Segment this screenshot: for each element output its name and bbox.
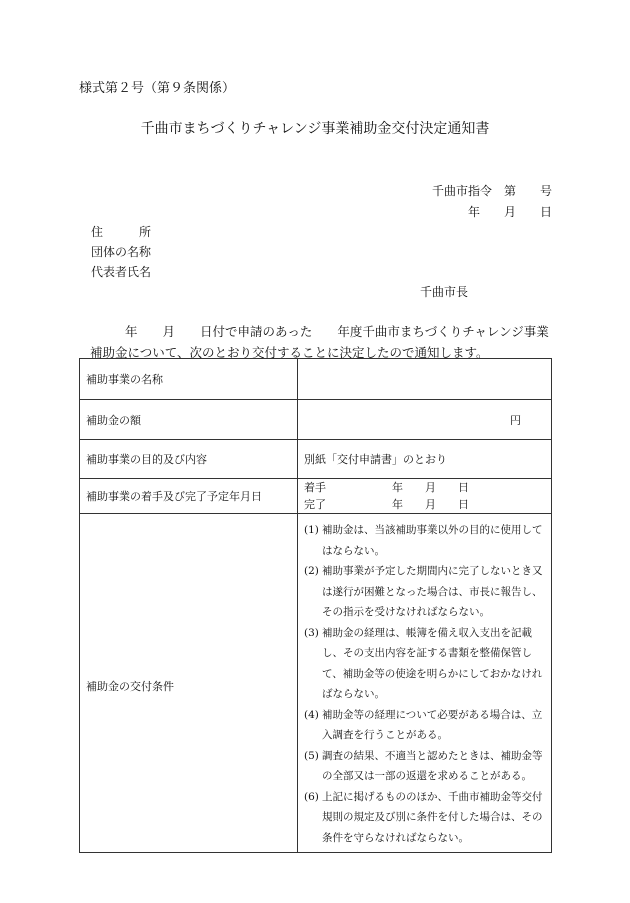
condition-text: 補助金は、当該補助事業以外の目的に使用してはならない。 — [322, 524, 543, 557]
notice-body-line-2: 補助金について、次のとおり交付することに決定したので通知します。 — [90, 345, 489, 360]
subsidy-amount-unit: 円 — [298, 400, 552, 440]
table-row — [80, 359, 552, 400]
condition-item — [304, 623, 543, 705]
notice-body-line-1: 年 月 日付で申請のあった 年度千曲市まちづくりチャレンジ事業 — [125, 324, 549, 339]
mayor-signature: 千曲市長 — [420, 285, 469, 299]
period-value — [298, 479, 552, 514]
subsidy-details-table — [79, 358, 552, 853]
condition-item — [304, 561, 543, 623]
conditions-label: 補助金の交付条件 — [80, 514, 298, 853]
subsidy-amount-label: 補助金の額 — [80, 400, 298, 440]
condition-item — [304, 520, 543, 561]
document-title: 千曲市まちづくりチャレンジ事業補助金交付決定通知書 — [140, 121, 490, 137]
condition-item — [304, 705, 543, 746]
period-label: 補助事業の着手及び完了予定年月日 — [80, 479, 298, 514]
condition-number: (1) — [304, 524, 319, 536]
table-row — [80, 514, 552, 853]
issue-date: 年 月 日 — [467, 205, 552, 219]
condition-number: (3) — [304, 626, 319, 639]
project-name-value — [298, 359, 552, 400]
purpose-label: 補助事業の目的及び内容 — [80, 440, 298, 479]
conditions-list — [298, 514, 552, 853]
condition-number: (5) — [304, 749, 319, 762]
form-number: 様式第２号（第９条関係） — [79, 81, 236, 96]
end-date: 完了 年 月 日 — [304, 498, 469, 511]
organization-name-label: 団体の名称 — [91, 245, 152, 259]
directive-number: 千曲市指令 第 号 — [431, 184, 552, 198]
condition-text: 補助金の経理は、帳簿を備え収入支出を記載し、その支出内容を証する書類を整備保管して、補助金等の使途を明らかにしておかなければならない。 — [322, 626, 543, 700]
representative-name-label: 代表者氏名 — [91, 265, 152, 279]
table-row — [80, 440, 552, 479]
condition-item — [304, 787, 543, 849]
project-name-label: 補助事業の名称 — [80, 359, 298, 400]
condition-number: (4) — [304, 708, 319, 721]
table-row — [80, 400, 552, 440]
condition-text: 補助金等の経理について必要がある場合は、立入調査を行うことがある。 — [322, 708, 543, 741]
purpose-value: 別紙「交付申請書」のとおり — [298, 440, 552, 479]
table-row — [80, 479, 552, 514]
condition-text: 上記に掲げるもののほか、千曲市補助金等交付規則の規定及び別に条件を付した場合は、その条件を守らなければならない。 — [322, 790, 543, 844]
condition-number: (6) — [304, 790, 319, 803]
condition-text: 調査の結果、不適当と認めたときは、補助金等の全部又は一部の返還を求めることがある。 — [322, 749, 543, 782]
condition-text: 補助事業が予定した期間内に完了しないとき又は遂行が困難となった場合は、市長に報告し、その指示を受けなければならない。 — [322, 565, 543, 618]
start-date: 着手 年 月 日 — [304, 481, 469, 494]
condition-number: (2) — [304, 565, 319, 577]
condition-item — [304, 746, 543, 787]
address-label: 住 所 — [91, 225, 152, 239]
